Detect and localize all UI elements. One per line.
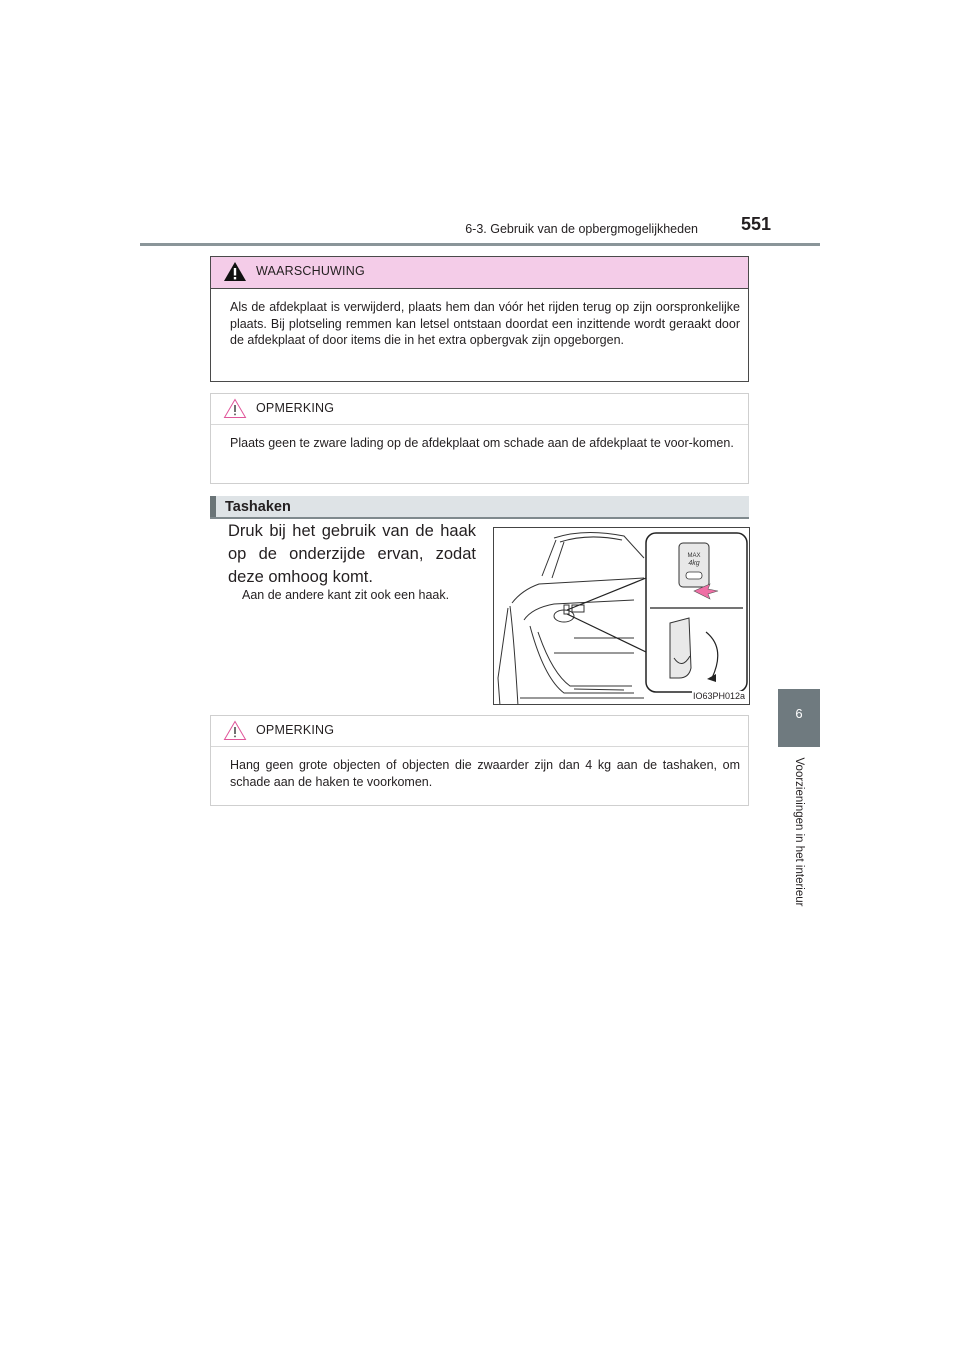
header-rule (140, 243, 820, 246)
caution-icon (223, 720, 247, 741)
instruction-subtext: Aan de andere kant zit ook een haak. (242, 588, 450, 602)
chapter-title: Voorzieningen in het interieur (793, 757, 805, 907)
warning-icon (223, 261, 247, 282)
note-text: Hang geen grote objecten of objecten die zwaarder zijn dan 4 kg aan de tashaken, om schade aan de haken te voorkomen. (230, 758, 740, 789)
page-number: 551 (741, 214, 772, 234)
warning-box (210, 256, 749, 382)
note-header (211, 716, 748, 747)
figure-code: IO63PH012a (692, 691, 745, 701)
caution-icon (223, 398, 247, 419)
section-accent-bar (210, 496, 216, 517)
max-load-tag-line2: 4kg (688, 560, 700, 567)
note-header (211, 394, 748, 425)
chapter-number: 6 (795, 706, 803, 721)
note-box-hooks (210, 715, 749, 806)
bag-hook-illustration (493, 527, 750, 705)
section-header (210, 496, 749, 519)
note-box-cover (210, 393, 749, 484)
max-load-tag-line1: MAX (687, 553, 701, 559)
instruction-text: Druk bij het gebruik van de haak op de onderzijde ervan, zodat deze omhoog komt. (228, 522, 476, 586)
note-title: OPMERKING (256, 401, 335, 415)
note-text: Plaats geen te zware lading op de afdekplaat om schade aan de afdekplaat te voor-komen. (230, 436, 734, 450)
trunk-drawing (494, 528, 750, 705)
warning-text: Als de afdekplaat is verwijderd, plaats hem dan vóór het rijden terug op zijn oorspronkelijke plaats. Bij plotseling remmen kan letsel ontstaan doordat een inzittende wordt geraakt door de afdekplaat of door items die in het extra opbergvak zijn opgeborgen. (230, 300, 740, 347)
note-title: OPMERKING (256, 723, 335, 737)
section-title: Tashaken (225, 499, 291, 515)
chapter-tab[interactable] (778, 689, 820, 747)
header-section-title: 6-3. Gebruik van de opbergmogelijkheden (465, 222, 698, 236)
warning-header (211, 257, 748, 289)
warning-title: WAARSCHUWING (256, 264, 365, 278)
